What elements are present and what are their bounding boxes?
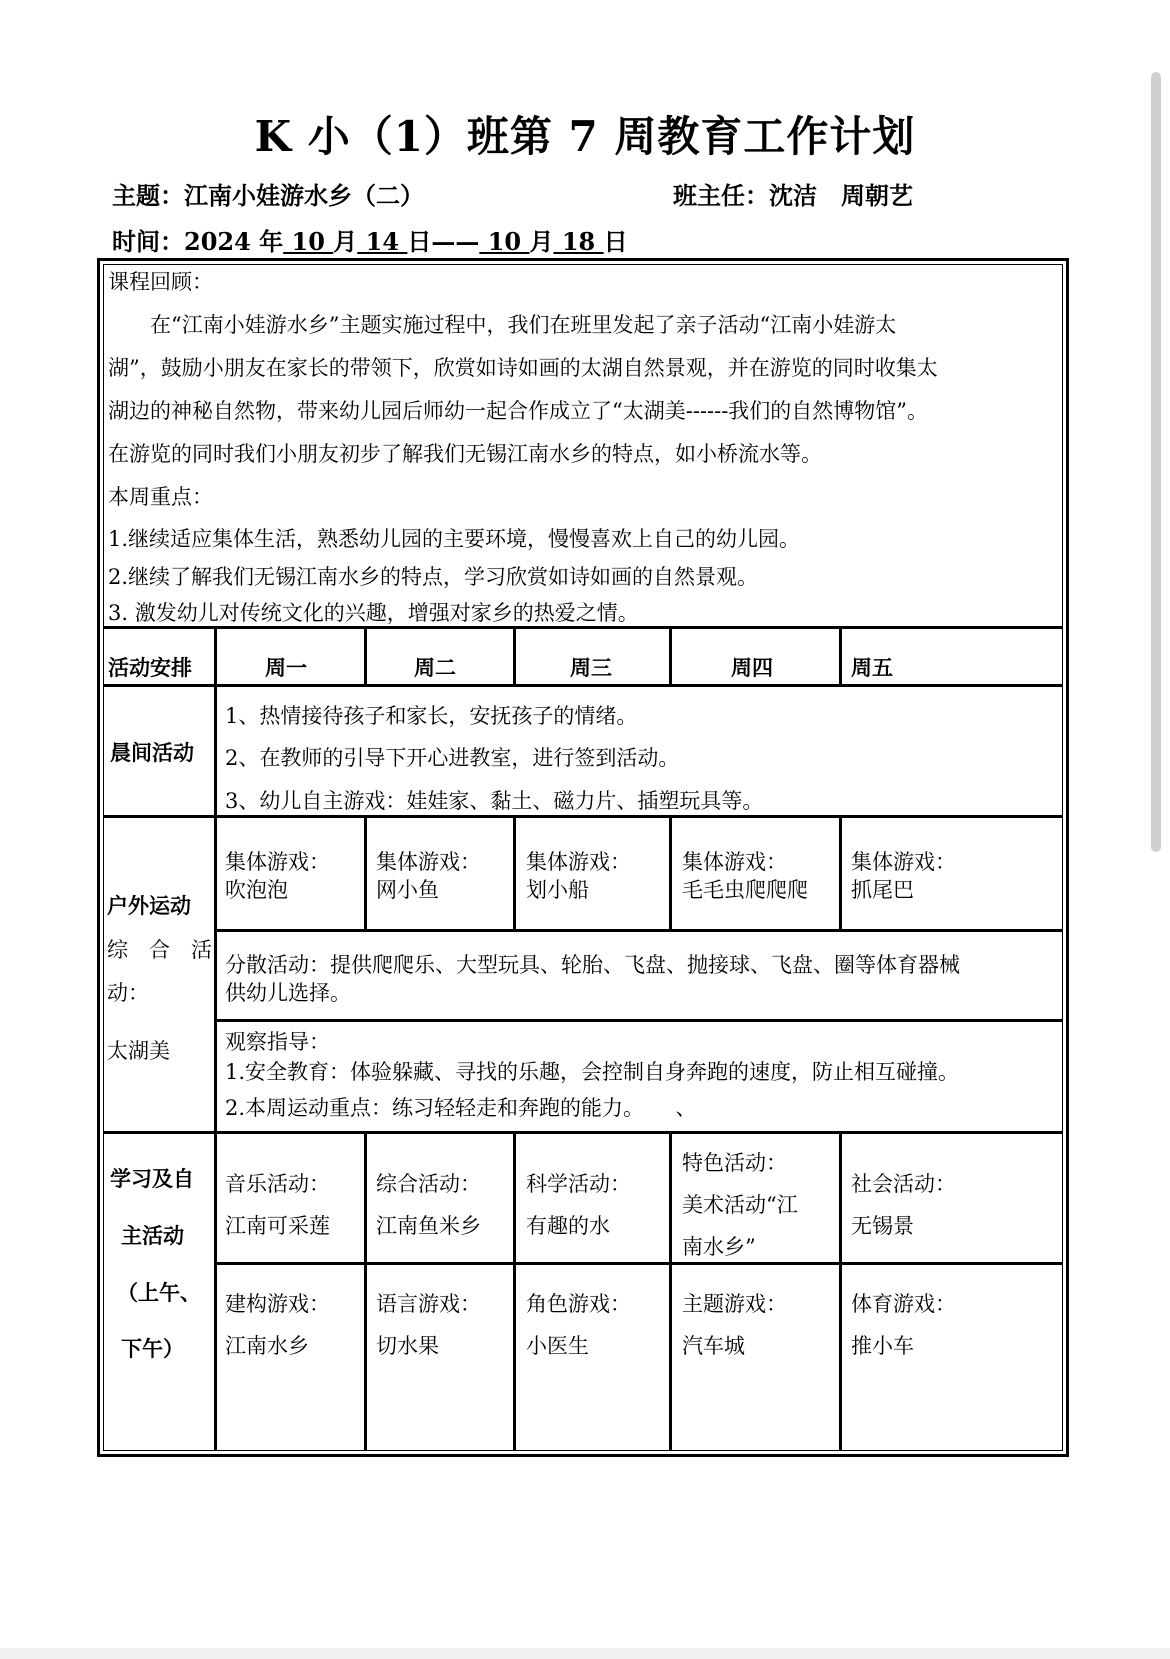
- row-divider: [216, 929, 1063, 932]
- activity-type: 主题游戏：: [682, 1292, 787, 1316]
- header-wed: 周三: [570, 655, 612, 680]
- header-activity: 活动安排: [108, 655, 192, 680]
- day-unit: 日: [603, 227, 628, 256]
- row-divider: [103, 1131, 1063, 1134]
- game-name: 网小鱼: [376, 878, 439, 902]
- column-divider: [839, 1131, 842, 1451]
- column-divider: [513, 815, 516, 931]
- activity-name: 汽车城: [682, 1334, 745, 1358]
- activity-type: 建构游戏：: [225, 1292, 330, 1316]
- game-type: 集体游戏：: [526, 850, 631, 874]
- column-divider: [364, 1131, 367, 1451]
- game-name: 毛毛虫爬爬爬: [682, 878, 808, 902]
- header-thu: 周四: [731, 655, 773, 680]
- learning-label: 学习及自: [110, 1166, 194, 1191]
- column-divider: [669, 815, 672, 931]
- focus-label: 本周重点：: [108, 485, 213, 509]
- review-line: 在“江南小娃游水乡”主题实施过程中，我们在班里发起了亲子活动“江南小娃游太: [150, 313, 897, 337]
- game-name: 吹泡泡: [225, 878, 288, 902]
- outdoor-sub-label: 综 合 活: [107, 938, 212, 962]
- activity-type: 特色活动：: [682, 1151, 787, 1175]
- game-name: 划小船: [526, 878, 589, 902]
- column-divider: [669, 626, 672, 686]
- review-line: 湖边的神秘自然物，带来幼儿园后师幼一起合作成立了“太湖美------我们的自然博物馆”。: [108, 399, 929, 423]
- review-line: 湖”，鼓励小朋友在家长的带领下，欣赏如诗如画的太湖自然景观，并在游览的同时收集太: [108, 356, 938, 380]
- activity-type: 综合活动：: [376, 1172, 481, 1196]
- header-tue: 周二: [414, 655, 456, 680]
- observe-item: 1.安全教育：体验躲藏、寻找的乐趣，会控制自身奔跑的速度，防止相互碰撞。: [225, 1060, 960, 1084]
- row-divider: [216, 1019, 1063, 1022]
- learning-label: 下午）: [121, 1336, 184, 1361]
- activity-name: 美术活动“江: [682, 1193, 798, 1217]
- outdoor-theme: 太湖美: [107, 1039, 170, 1063]
- activity-type: 角色游戏：: [526, 1292, 631, 1316]
- activity-type: 音乐活动：: [225, 1172, 330, 1196]
- observe-label: 观察指导：: [225, 1030, 330, 1054]
- row-divider: [103, 684, 1063, 687]
- morning-item: 2、在教师的引导下开心进教室，进行签到活动。: [225, 746, 680, 770]
- observe-item: 2.本周运动重点：练习轻轻走和奔跑的能力。 、: [225, 1096, 697, 1120]
- theme-label: 主题：江南小娃游水乡（二）: [112, 181, 424, 210]
- outdoor-sub-label: 动：: [107, 981, 149, 1005]
- start-day: 14: [357, 227, 408, 256]
- game-type: 集体游戏：: [682, 850, 787, 874]
- morning-item: 1、热情接待孩子和家长，安抚孩子的情绪。: [225, 704, 638, 728]
- activity-name: 有趣的水: [526, 1214, 610, 1238]
- column-divider: [513, 1131, 516, 1451]
- row-divider: [216, 1262, 1063, 1265]
- activity-name: 无锡景: [851, 1214, 914, 1238]
- day-unit: 日——: [407, 227, 480, 256]
- vertical-scrollbar[interactable]: [1151, 72, 1161, 852]
- end-month: 10: [479, 227, 530, 256]
- morning-label: 晨间活动: [110, 740, 194, 765]
- scatter-activity: 供幼儿选择。: [225, 981, 351, 1005]
- activity-type: 社会活动：: [851, 1172, 956, 1196]
- focus-item: 3. 激发幼儿对传统文化的兴趣，增强对家乡的热爱之情。: [108, 601, 639, 625]
- review-line: 在游览的同时我们小朋友初步了解我们无锡江南水乡的特点，如小桥流水等。: [108, 442, 822, 466]
- scatter-activity: 分散活动：提供爬爬乐、大型玩具、轮胎、飞盘、抛接球、飞盘、圈等体育器械: [225, 953, 960, 977]
- review-label: 课程回顾：: [108, 270, 213, 294]
- learning-label: （上午、: [117, 1280, 201, 1305]
- column-divider: [513, 626, 516, 686]
- month-unit: 月: [529, 227, 554, 256]
- activity-name: 切水果: [376, 1334, 439, 1358]
- end-day: 18: [553, 227, 604, 256]
- activity-name: 江南水乡: [225, 1334, 309, 1358]
- header-mon: 周一: [265, 655, 307, 680]
- activity-name: 南水乡”: [682, 1235, 756, 1259]
- column-divider: [839, 815, 842, 931]
- time-range: [112, 222, 628, 257]
- game-type: 集体游戏：: [225, 850, 330, 874]
- activity-name: 江南鱼米乡: [376, 1214, 481, 1238]
- activity-type: 体育游戏：: [851, 1292, 956, 1316]
- morning-item: 3、幼儿自主游戏：娃娃家、黏土、磁力片、插塑玩具等。: [225, 789, 764, 813]
- page-bottom-edge: [0, 1648, 1170, 1659]
- learning-label: 主活动: [121, 1223, 184, 1248]
- activity-name: 江南可采莲: [225, 1214, 330, 1238]
- activity-type: 科学活动：: [526, 1172, 631, 1196]
- page-title: K 小（1）班第 7 周教育工作计划: [254, 112, 916, 161]
- game-name: 抓尾巴: [851, 878, 914, 902]
- column-divider: [214, 626, 217, 1451]
- column-divider: [669, 1131, 672, 1451]
- start-month: 10: [283, 227, 334, 256]
- activity-name: 小医生: [526, 1334, 589, 1358]
- game-type: 集体游戏：: [851, 850, 956, 874]
- column-divider: [364, 815, 367, 931]
- column-divider: [839, 626, 842, 686]
- activity-type: 语言游戏：: [376, 1292, 481, 1316]
- time-prefix: 时间：2024 年: [112, 227, 284, 256]
- game-type: 集体游戏：: [376, 850, 481, 874]
- month-unit: 月: [333, 227, 358, 256]
- outdoor-label: 户外运动: [107, 893, 191, 918]
- focus-item: 1.继续适应集体生活，熟悉幼儿园的主要环境，慢慢喜欢上自己的幼儿园。: [108, 527, 801, 551]
- teacher-label: 班主任：沈洁 周朝艺: [673, 181, 913, 210]
- column-divider: [364, 626, 367, 686]
- focus-item: 2.继续了解我们无锡江南水乡的特点，学习欣赏如诗如画的自然景观。: [108, 565, 759, 589]
- activity-name: 推小车: [851, 1334, 914, 1358]
- header-fri: 周五: [851, 655, 893, 680]
